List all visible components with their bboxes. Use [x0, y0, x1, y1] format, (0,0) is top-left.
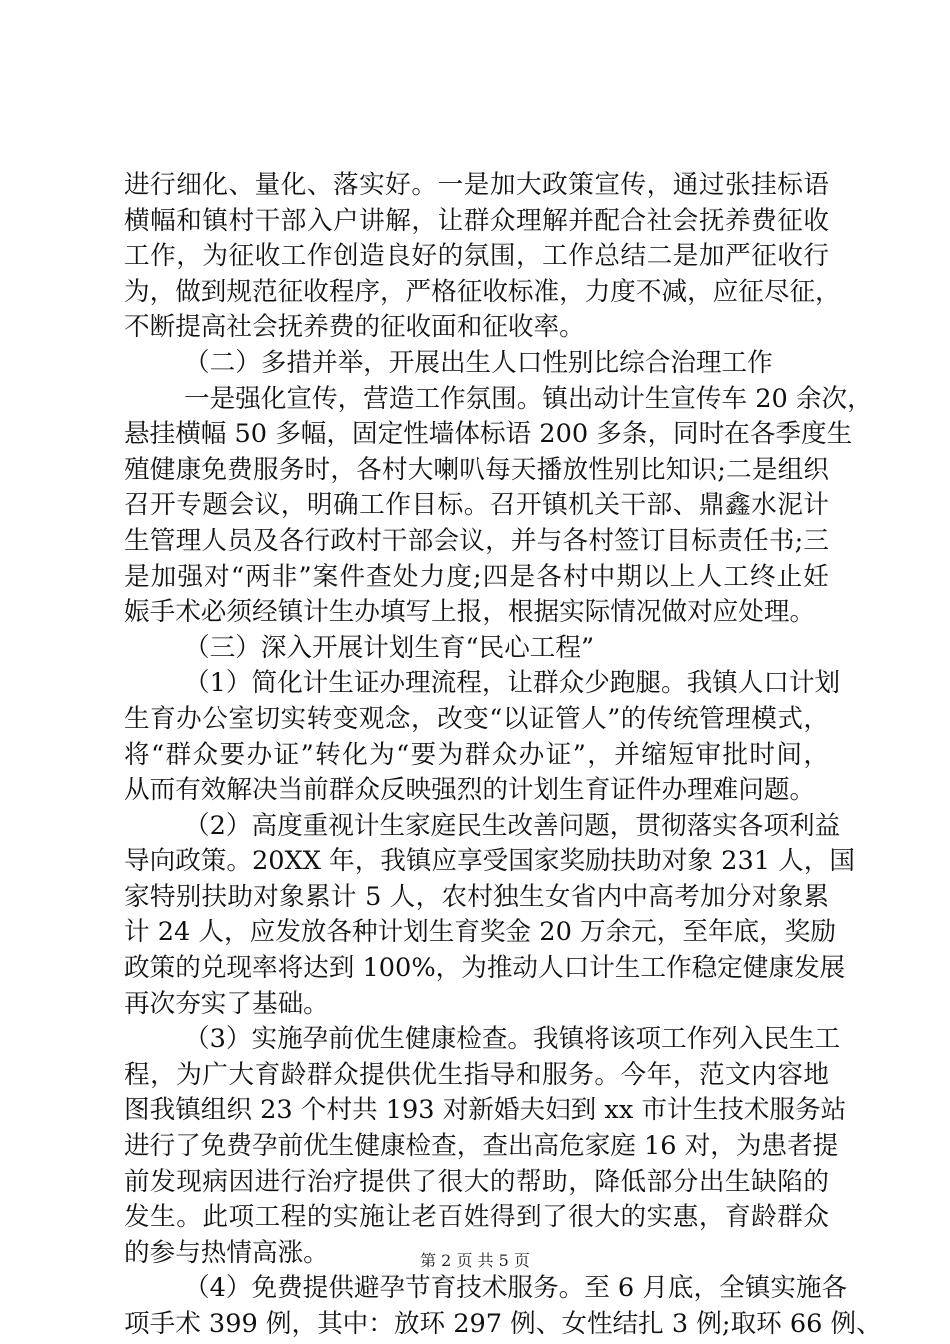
text-line: 工作，为征收工作创造良好的氛围，工作总结二是加严征收行: [124, 241, 829, 272]
document-body: [124, 168, 882, 1343]
text-line: 程，为广大育龄群众提供优生指导和服务。今年，范文内容地: [124, 1059, 829, 1090]
text-line: 家特别扶助对象累计 5 人，农村独生女省内中高考加分对象累: [124, 881, 829, 912]
text-line: 横幅和镇村干部入户讲解，让群众理解并配合社会抚养费征收: [124, 205, 829, 236]
text-line: 导向政策。20XX 年，我镇应享受国家奖励扶助对象 231 人，国: [124, 846, 855, 877]
text-line: 一是强化宣传，营造工作氛围。镇出动计生宣传车 20 余次，: [184, 383, 873, 414]
text-line: 进行了免费孕前优生健康检查，查出高危家庭 16 对，为患者提: [124, 1131, 839, 1162]
text-line: 召开专题会议，明确工作目标。召开镇机关干部、鼎鑫水泥计: [124, 490, 829, 521]
text-line: 生管理人员及各行政村干部会议，并与各村签订目标责任书;三: [124, 525, 829, 556]
text-line: 悬挂横幅 50 多幅，固定性墙体标语 200 多条，同时在各季度生: [124, 419, 853, 450]
page-number-footer: 第 2 页 共 5 页: [420, 1251, 530, 1270]
text-line: 计 24 人，应发放各种计划生育奖金 20 万余元，至年底，奖励: [124, 917, 836, 948]
text-line: 项手术 399 例，其中：放环 297 例、女性结扎 3 例;取环 66 例、: [124, 1309, 882, 1339]
text-line: 发生。此项工程的实施让老百姓得到了很大的实惠，育龄群众: [124, 1202, 829, 1233]
text-line: 图我镇组织 23 个村共 193 对新婚夫妇到 xx 市计生技术服务站: [124, 1095, 847, 1126]
section-heading: （二）多措并举，开展出生人口性别比综合治理工作: [184, 347, 773, 378]
text-line: （1）简化计生证办理流程，让群众少跑腿。我镇人口计划: [184, 668, 841, 699]
text-line: 进行细化、量化、落实好。一是加大政策宣传，通过张挂标语: [124, 170, 829, 200]
text-line: （3）实施孕前优生健康检查。我镇将该项工作列入民生工: [184, 1024, 841, 1055]
text-line: 不断提高社会抚养费的征收面和征收率。: [124, 312, 585, 343]
text-line: 为，做到规范征收程序，严格征收标准，力度不减，应征尽征，: [124, 276, 841, 307]
text-line: 的参与热情高涨。: [124, 1237, 329, 1268]
section-heading: （三）深入开展计划生育“民心工程”: [184, 632, 595, 663]
text-line: （2）高度重视计生家庭民生改善问题，贯彻落实各项利益: [184, 810, 841, 841]
text-line: （4）免费提供避孕节育技术服务。至 6 月底，全镇实施各: [184, 1273, 848, 1304]
text-line: 从而有效解决当前群众反映强烈的计划生育证件办理难问题。: [124, 775, 816, 806]
text-line: 将“群众要办证”转化为“要为群众办证”，并缩短审批时间，: [124, 739, 829, 770]
text-line: 娠手术必须经镇计生办填写上报，根据实际情况做对应处理。: [124, 597, 816, 628]
text-line: 生育办公室切实转变观念，改变“以证管人”的传统管理模式，: [124, 703, 829, 734]
text-line: 是加强对“两非”案件查处力度;四是各村中期以上人工终止妊: [124, 561, 829, 592]
text-line: 政策的兑现率将达到 100%，为推动人口计生工作稳定健康发展: [124, 953, 846, 984]
text-line: 前发现病因进行治疗提供了很大的帮助，降低部分出生缺陷的: [124, 1166, 829, 1197]
text-line: 殖健康免费服务时，各村大喇叭每天播放性别比知识;二是组织: [124, 454, 829, 485]
text-line: 再次夯实了基础。: [124, 988, 329, 1019]
